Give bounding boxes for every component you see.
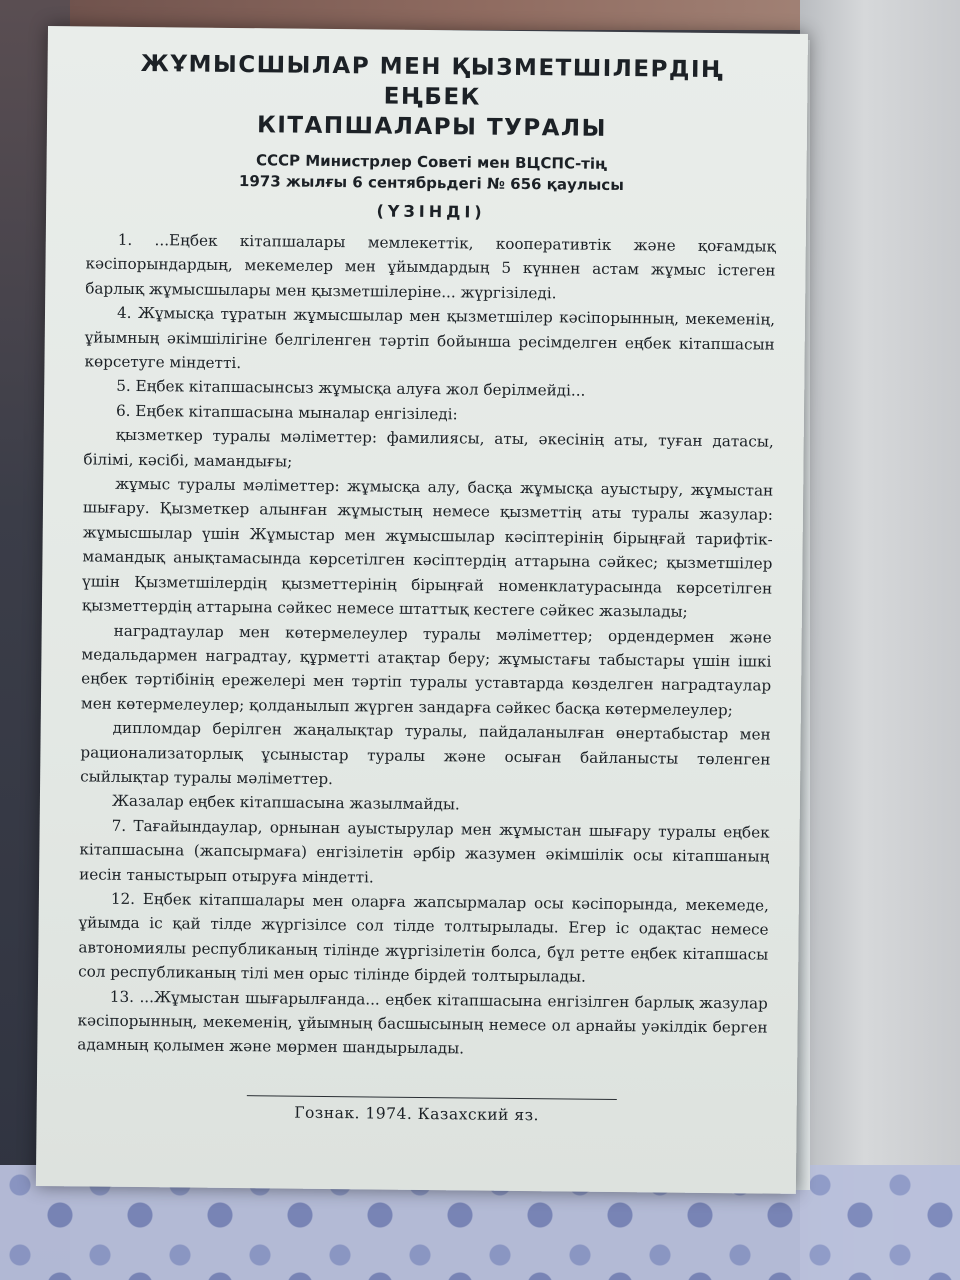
document-subtitle-line2: 1973 жылғы 6 сентябрьдегі № 656 қаулысы — [238, 172, 624, 195]
page-content — [77, 48, 778, 1064]
footer-imprint: Гознак. 1974. Казахский яз. — [294, 1103, 540, 1125]
paragraph-6-employee-info: қызметкер туралы мәліметтер: фамилиясы, аты, әкесінің аты, туған датасы, білімі, кәсібі, мамандығы; — [83, 426, 774, 471]
footer-divider — [247, 1095, 617, 1100]
paragraph-6-work-info: жұмыс туралы мәліметтер: жұмысқа алу, басқа жұмысқа ауыстыру, жұмыстан шығару. Қызметкер алынған жұмыстың немесе қызметтің аты туралы жазулар: жұмысшылар үшін Жұмыстар мен жұмысшылар кәсіптерінің бірыңғай тарифтік-мамандық анықтамасында көрсетілген кәсіптердің аттарына сәйкес; қызметшілер үшін Қызметшілердің қызметтерінің бірыңғай номенклатурасында көрсетілген қызметтердің аттарына сәйкес немесе штаттық кестеге сәйкес жазылады; — [81, 474, 774, 621]
paragraph-6-diplomas-info: дипломдар берілген жаңалықтар туралы, пайдаланылған өнертабыстар мен рационализаторлық ұсыныстар туралы және осыған байланысты төленген сыйлықтар туралы мәліметтер. — [80, 718, 771, 788]
paragraph-7: 7. Тағайындаулар, орнынан ауыстырулар мен жұмыстан шығару туралы еңбек кітапшасына (жапсырмаға) енгізілетін әрбір жазумен әкімшілік осы кітапшаның иесін таныстырып отыруға міндетті. — [79, 816, 770, 887]
paragraph-13: 13. ...Жұмыстан шығарылғанда... еңбек кітапшасына енгізілген барлық жазулар кәсіпорынның, мекеменің, ұйымның басшысының немесе ол арнайы уәкілдік берген адамның қолымен және мөрмен шандырылады. — [77, 987, 768, 1058]
extract-label: (ҮЗІНДІ) — [376, 201, 486, 222]
paragraph-12: 12. Еңбек кітапшалары мен оларға жапсырмалар осы кәсіпорында, мекемеде, ұйымда іс қай тілде жүргізілсе сол тілде толтырылады. Егер іс одақтас немесе автономиялы республиканың тілінде жүргізілетін болса, бұл ретте еңбек кітапшасы сол республиканың тілі мен орыс тілінде бірдей толтырылады. — [78, 889, 769, 986]
document-title-line2: КІТАПШАЛАРЫ ТУРАЛЫ — [256, 112, 608, 142]
paragraph-5: 5. Еңбек кітапшасынсыз жұмысқа алуға жол берілмейді... — [116, 377, 586, 401]
paragraph-1: 1. ...Еңбек кітапшалары мемлекеттік, кооперативтік және қоғамдық кәсіпорындардың, мекемелер мен ұйымдардың 5 күннен астам жұмыс істеген барлық жұмысшылары мен қызметшілеріне... жүргізіледі. — [85, 230, 776, 303]
paragraph-6: 6. Еңбек кітапшасына мыналар енгізіледі: — [115, 401, 458, 424]
paragraph-6-awards-info: наградтаулар мен көтермелеулер туралы мәліметтер; ордендермен және медальдармен наградтау, құрметті атақтар беру; жұмыстағы табыстары үшін ішкі еңбек тәртібінің ережелері мен тәртіп туралы уставтарда көзделген наградтаулар мен көтермелеулер; қолданылып жүрген зандарға сәйкес басқа көтермелеулер; — [80, 621, 772, 719]
paragraph-4: 4. Жұмысқа тұратын жұмысшылар мен қызметшілер кәсіпорынның, мекеменің, ұйымның әкімшілігіне белгіленген тәртіп бойынша ресімделген еңбек кітапшасын көрсетуге міндетті. — [84, 303, 776, 373]
paragraph-penalties: Жазалар еңбек кітапшасына жазылмайды. — [111, 792, 460, 814]
document-title-line1: ЖҰМЫСШЫЛАР МЕН ҚЫЗМЕТШІЛЕРДІҢ ЕҢБЕК — [140, 50, 725, 111]
booklet-cover-right — [800, 0, 960, 1280]
document-subtitle-line1: СССР Министрлер Советі мен ВЦСПС-тің — [255, 151, 608, 173]
booklet-page — [36, 26, 808, 1194]
